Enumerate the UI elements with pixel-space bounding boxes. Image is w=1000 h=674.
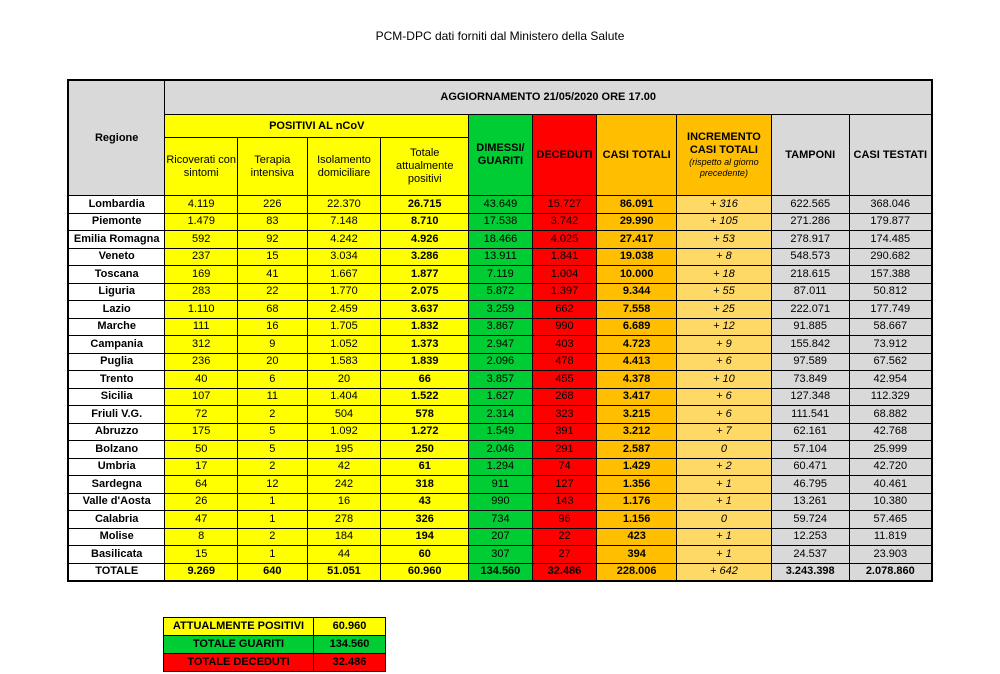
cell-terapia: 92	[238, 231, 308, 249]
cell-region: Piemonte	[68, 213, 165, 231]
cell-tamponi: 91.885	[771, 318, 849, 336]
cell-terapia: 22	[238, 283, 308, 301]
cell-terapia: 2	[238, 458, 308, 476]
summary-label: TOTALE GUARITI	[164, 636, 314, 654]
cell-guariti: 2.096	[469, 353, 533, 371]
table-row	[68, 283, 932, 301]
cell-positivi: 1.839	[381, 353, 469, 371]
cell-casi: 10.000	[597, 266, 677, 284]
cell-region: Calabria	[68, 511, 165, 529]
cell-casi: 19.038	[597, 248, 677, 266]
cell-region: Veneto	[68, 248, 165, 266]
cell-region: Puglia	[68, 353, 165, 371]
cell-incremento: + 9	[677, 336, 772, 354]
cell-guariti: 990	[469, 493, 533, 511]
cell-testati: 179.877	[849, 213, 932, 231]
cell-positivi: 26.715	[381, 196, 469, 214]
cell-ricoverati: 26	[165, 493, 238, 511]
header-ricoverati: Ricoverati con sintomi	[165, 138, 238, 196]
cell-deceduti: 1.397	[532, 283, 597, 301]
cell-tamponi: 155.842	[771, 336, 849, 354]
cell-guariti: 2.046	[469, 441, 533, 459]
cell-region: Trento	[68, 371, 165, 389]
cell-incremento: 0	[677, 441, 772, 459]
table-row	[68, 196, 932, 214]
table-row	[68, 213, 932, 231]
cell-testati: 23.903	[849, 546, 932, 564]
cell-casi: 1.429	[597, 458, 677, 476]
cell-guariti: 43.649	[469, 196, 533, 214]
summary-value: 134.560	[314, 636, 386, 654]
cell-positivi: 578	[381, 406, 469, 424]
cell-positivi: 1.877	[381, 266, 469, 284]
cell-region: Toscana	[68, 266, 165, 284]
header-dimessi: DIMESSI/ GUARITI	[469, 115, 533, 196]
cell-terapia: 2	[238, 406, 308, 424]
header-totale-positivi: Totale attualmente positivi	[381, 138, 469, 196]
cell-positivi: 3.637	[381, 301, 469, 319]
cell-guariti: 1.627	[469, 388, 533, 406]
summary-row	[164, 654, 386, 672]
cell-incremento: + 8	[677, 248, 772, 266]
cell-casi: 3.417	[597, 388, 677, 406]
cell-deceduti: 391	[532, 423, 597, 441]
cell-region: Campania	[68, 336, 165, 354]
table-body	[68, 196, 932, 564]
cell-guariti: 911	[469, 476, 533, 494]
cell-region: Friuli V.G.	[68, 406, 165, 424]
cell-isolamento: 1.404	[307, 388, 381, 406]
cell-terapia: 16	[238, 318, 308, 336]
cell-ricoverati: 4.119	[165, 196, 238, 214]
cell-casi: 423	[597, 528, 677, 546]
header-casi-testati: CASI TESTATI	[849, 115, 932, 196]
header-tamponi: TAMPONI	[771, 115, 849, 196]
cell-deceduti: 3.742	[532, 213, 597, 231]
cell-casi: 9.344	[597, 283, 677, 301]
cell-positivi: 66	[381, 371, 469, 389]
cell-ricoverati: 169	[165, 266, 238, 284]
cell-positivi: 1.522	[381, 388, 469, 406]
cell-incremento: + 55	[677, 283, 772, 301]
cell-region: Bolzano	[68, 441, 165, 459]
summary-row	[164, 618, 386, 636]
cell-testati: 42.954	[849, 371, 932, 389]
cell-incremento: + 2	[677, 458, 772, 476]
cell-positivi: 3.286	[381, 248, 469, 266]
source-title: PCM-DPC dati forniti dal Ministero della Salute	[375, 29, 625, 43]
cell-testati: 157.388	[849, 266, 932, 284]
header-deceduti: DECEDUTI	[532, 115, 597, 196]
cell-guariti: 2.314	[469, 406, 533, 424]
cell-ricoverati: 72	[165, 406, 238, 424]
cell-deceduti: 291	[532, 441, 597, 459]
total-incremento: + 642	[677, 563, 772, 581]
cell-testati: 290.682	[849, 248, 932, 266]
total-tamponi: 3.243.398	[771, 563, 849, 581]
table-row	[68, 423, 932, 441]
cell-positivi: 318	[381, 476, 469, 494]
cell-terapia: 2	[238, 528, 308, 546]
summary-label: ATTUALMENTE POSITIVI	[164, 618, 314, 636]
cell-tamponi: 622.565	[771, 196, 849, 214]
cell-guariti: 5.872	[469, 283, 533, 301]
cell-testati: 112.329	[849, 388, 932, 406]
cell-incremento: + 1	[677, 546, 772, 564]
cell-incremento: + 7	[677, 423, 772, 441]
cell-deceduti: 268	[532, 388, 597, 406]
header-incremento-label: INCREMENTO CASI TOTALI	[687, 131, 761, 156]
cell-region: Umbria	[68, 458, 165, 476]
header-isolamento: Isolamento domiciliare	[307, 138, 381, 196]
cell-positivi: 250	[381, 441, 469, 459]
summary-label: TOTALE DECEDUTI	[164, 654, 314, 672]
cell-testati: 177.749	[849, 301, 932, 319]
cell-guariti: 3.259	[469, 301, 533, 319]
cell-testati: 68.882	[849, 406, 932, 424]
cell-testati: 25.999	[849, 441, 932, 459]
cell-casi: 7.558	[597, 301, 677, 319]
total-guariti: 134.560	[469, 563, 533, 581]
cell-positivi: 1.373	[381, 336, 469, 354]
cell-isolamento: 20	[307, 371, 381, 389]
cell-ricoverati: 312	[165, 336, 238, 354]
summary-value: 32.486	[314, 654, 386, 672]
cell-incremento: + 1	[677, 528, 772, 546]
cell-testati: 42.720	[849, 458, 932, 476]
cell-tamponi: 127.348	[771, 388, 849, 406]
table-row	[68, 458, 932, 476]
cell-region: Liguria	[68, 283, 165, 301]
cell-deceduti: 662	[532, 301, 597, 319]
cell-isolamento: 22.370	[307, 196, 381, 214]
cell-ricoverati: 1.110	[165, 301, 238, 319]
cell-casi: 29.990	[597, 213, 677, 231]
cell-testati: 58.667	[849, 318, 932, 336]
header-regione: Regione	[68, 80, 165, 196]
cell-tamponi: 218.615	[771, 266, 849, 284]
cell-guariti: 207	[469, 528, 533, 546]
cell-isolamento: 242	[307, 476, 381, 494]
summary-table	[163, 617, 386, 672]
cell-casi: 6.689	[597, 318, 677, 336]
cell-positivi: 8.710	[381, 213, 469, 231]
cell-incremento: + 6	[677, 406, 772, 424]
cell-guariti: 2.947	[469, 336, 533, 354]
cell-region: Sicilia	[68, 388, 165, 406]
cell-incremento: + 105	[677, 213, 772, 231]
cell-ricoverati: 236	[165, 353, 238, 371]
cell-casi: 4.723	[597, 336, 677, 354]
cell-isolamento: 278	[307, 511, 381, 529]
cell-deceduti: 143	[532, 493, 597, 511]
cell-isolamento: 44	[307, 546, 381, 564]
cell-guariti: 1.294	[469, 458, 533, 476]
cell-positivi: 61	[381, 458, 469, 476]
cell-tamponi: 222.071	[771, 301, 849, 319]
cell-terapia: 68	[238, 301, 308, 319]
cell-tamponi: 111.541	[771, 406, 849, 424]
cell-isolamento: 1.092	[307, 423, 381, 441]
header-terapia: Terapia intensiva	[238, 138, 308, 196]
total-testati: 2.078.860	[849, 563, 932, 581]
cell-isolamento: 4.242	[307, 231, 381, 249]
header-positivi-group: POSITIVI AL nCoV	[165, 115, 469, 138]
cell-incremento: + 53	[677, 231, 772, 249]
cell-testati: 174.485	[849, 231, 932, 249]
cell-incremento: + 25	[677, 301, 772, 319]
cell-tamponi: 46.795	[771, 476, 849, 494]
cell-positivi: 4.926	[381, 231, 469, 249]
cell-isolamento: 1.583	[307, 353, 381, 371]
table-row	[68, 406, 932, 424]
cell-isolamento: 1.667	[307, 266, 381, 284]
cell-positivi: 2.075	[381, 283, 469, 301]
cell-testati: 40.461	[849, 476, 932, 494]
cell-casi: 4.378	[597, 371, 677, 389]
cell-casi: 86.091	[597, 196, 677, 214]
cell-incremento: + 6	[677, 388, 772, 406]
cell-incremento: 0	[677, 511, 772, 529]
cell-deceduti: 74	[532, 458, 597, 476]
table-row	[68, 528, 932, 546]
cell-isolamento: 7.148	[307, 213, 381, 231]
cell-ricoverati: 237	[165, 248, 238, 266]
table-row	[68, 441, 932, 459]
cell-region: Emilia Romagna	[68, 231, 165, 249]
total-terapia: 640	[238, 563, 308, 581]
cell-guariti: 18.466	[469, 231, 533, 249]
total-deceduti: 32.486	[532, 563, 597, 581]
cell-guariti: 7.119	[469, 266, 533, 284]
total-label: TOTALE	[68, 563, 165, 581]
cell-isolamento: 1.770	[307, 283, 381, 301]
cell-terapia: 41	[238, 266, 308, 284]
cell-region: Basilicata	[68, 546, 165, 564]
cell-region: Marche	[68, 318, 165, 336]
cell-deceduti: 990	[532, 318, 597, 336]
cell-tamponi: 73.849	[771, 371, 849, 389]
table-row	[68, 231, 932, 249]
cell-terapia: 6	[238, 371, 308, 389]
cell-tamponi: 13.261	[771, 493, 849, 511]
cell-ricoverati: 15	[165, 546, 238, 564]
cell-deceduti: 96	[532, 511, 597, 529]
cell-casi: 1.176	[597, 493, 677, 511]
cell-tamponi: 12.253	[771, 528, 849, 546]
cell-terapia: 1	[238, 546, 308, 564]
cell-isolamento: 3.034	[307, 248, 381, 266]
cell-casi: 2.587	[597, 441, 677, 459]
table-row	[68, 493, 932, 511]
cell-testati: 50.812	[849, 283, 932, 301]
cell-testati: 368.046	[849, 196, 932, 214]
update-title: AGGIORNAMENTO 21/05/2020 ORE 17.00	[165, 80, 932, 115]
cell-deceduti: 478	[532, 353, 597, 371]
cell-terapia: 20	[238, 353, 308, 371]
table-row	[68, 511, 932, 529]
cell-testati: 57.465	[849, 511, 932, 529]
cell-terapia: 11	[238, 388, 308, 406]
total-positivi: 60.960	[381, 563, 469, 581]
cell-guariti: 17.538	[469, 213, 533, 231]
cell-terapia: 1	[238, 493, 308, 511]
cell-casi: 1.156	[597, 511, 677, 529]
cell-testati: 67.562	[849, 353, 932, 371]
table-row	[68, 318, 932, 336]
cell-terapia: 9	[238, 336, 308, 354]
cell-terapia: 226	[238, 196, 308, 214]
header-incremento-note: (rispetto al giorno precedente)	[689, 157, 759, 178]
cell-isolamento: 42	[307, 458, 381, 476]
cell-positivi: 1.272	[381, 423, 469, 441]
cell-testati: 42.768	[849, 423, 932, 441]
cell-incremento: + 12	[677, 318, 772, 336]
cell-tamponi: 87.011	[771, 283, 849, 301]
cell-ricoverati: 107	[165, 388, 238, 406]
cell-testati: 11.819	[849, 528, 932, 546]
cell-incremento: + 1	[677, 476, 772, 494]
cell-incremento: + 1	[677, 493, 772, 511]
cell-deceduti: 323	[532, 406, 597, 424]
cell-incremento: + 10	[677, 371, 772, 389]
cell-isolamento: 1.052	[307, 336, 381, 354]
cell-tamponi: 59.724	[771, 511, 849, 529]
cell-incremento: + 18	[677, 266, 772, 284]
cell-incremento: + 6	[677, 353, 772, 371]
cell-tamponi: 24.537	[771, 546, 849, 564]
cell-casi: 4.413	[597, 353, 677, 371]
cell-terapia: 83	[238, 213, 308, 231]
cell-deceduti: 1.004	[532, 266, 597, 284]
cell-positivi: 43	[381, 493, 469, 511]
cell-isolamento: 195	[307, 441, 381, 459]
cell-ricoverati: 592	[165, 231, 238, 249]
cell-ricoverati: 8	[165, 528, 238, 546]
cell-casi: 27.417	[597, 231, 677, 249]
cell-region: Molise	[68, 528, 165, 546]
cell-tamponi: 60.471	[771, 458, 849, 476]
cell-tamponi: 271.286	[771, 213, 849, 231]
header-incremento	[677, 115, 772, 196]
cell-isolamento: 504	[307, 406, 381, 424]
cell-casi: 1.356	[597, 476, 677, 494]
cell-guariti: 3.857	[469, 371, 533, 389]
cell-region: Abruzzo	[68, 423, 165, 441]
cell-isolamento: 1.705	[307, 318, 381, 336]
cell-guariti: 307	[469, 546, 533, 564]
cell-tamponi: 548.573	[771, 248, 849, 266]
header-casi-totali: CASI TOTALI	[597, 115, 677, 196]
cell-deceduti: 15.727	[532, 196, 597, 214]
cell-positivi: 60	[381, 546, 469, 564]
cell-ricoverati: 175	[165, 423, 238, 441]
cell-incremento: + 316	[677, 196, 772, 214]
cell-ricoverati: 50	[165, 441, 238, 459]
cell-isolamento: 2.459	[307, 301, 381, 319]
table-row	[68, 336, 932, 354]
cell-deceduti: 127	[532, 476, 597, 494]
cell-terapia: 5	[238, 441, 308, 459]
cell-guariti: 734	[469, 511, 533, 529]
cell-casi: 3.215	[597, 406, 677, 424]
total-ricoverati: 9.269	[165, 563, 238, 581]
cell-terapia: 15	[238, 248, 308, 266]
total-isolamento: 51.051	[307, 563, 381, 581]
total-casi: 228.006	[597, 563, 677, 581]
cell-deceduti: 4.025	[532, 231, 597, 249]
cell-casi: 394	[597, 546, 677, 564]
cell-ricoverati: 283	[165, 283, 238, 301]
cell-ricoverati: 17	[165, 458, 238, 476]
table-row	[68, 546, 932, 564]
cell-casi: 3.212	[597, 423, 677, 441]
table-row	[68, 388, 932, 406]
cell-guariti: 3.867	[469, 318, 533, 336]
cell-ricoverati: 47	[165, 511, 238, 529]
summary-value: 60.960	[314, 618, 386, 636]
cell-deceduti: 1.841	[532, 248, 597, 266]
cell-ricoverati: 1.479	[165, 213, 238, 231]
table-row	[68, 476, 932, 494]
cell-positivi: 194	[381, 528, 469, 546]
cell-tamponi: 57.104	[771, 441, 849, 459]
table-row	[68, 248, 932, 266]
total-row	[68, 563, 932, 581]
cell-region: Sardegna	[68, 476, 165, 494]
cell-region: Lazio	[68, 301, 165, 319]
cell-guariti: 1.549	[469, 423, 533, 441]
table-row	[68, 353, 932, 371]
cell-testati: 10.380	[849, 493, 932, 511]
cell-positivi: 326	[381, 511, 469, 529]
cell-terapia: 12	[238, 476, 308, 494]
cell-deceduti: 455	[532, 371, 597, 389]
cell-tamponi: 62.161	[771, 423, 849, 441]
cell-deceduti: 403	[532, 336, 597, 354]
cell-region: Lombardia	[68, 196, 165, 214]
cell-guariti: 13.911	[469, 248, 533, 266]
cell-tamponi: 97.589	[771, 353, 849, 371]
cell-deceduti: 22	[532, 528, 597, 546]
cell-deceduti: 27	[532, 546, 597, 564]
cell-region: Valle d'Aosta	[68, 493, 165, 511]
table-row	[68, 266, 932, 284]
covid-data-table	[67, 79, 933, 582]
cell-terapia: 5	[238, 423, 308, 441]
cell-ricoverati: 64	[165, 476, 238, 494]
table-row	[68, 301, 932, 319]
cell-positivi: 1.832	[381, 318, 469, 336]
cell-ricoverati: 40	[165, 371, 238, 389]
cell-ricoverati: 111	[165, 318, 238, 336]
cell-isolamento: 16	[307, 493, 381, 511]
cell-isolamento: 184	[307, 528, 381, 546]
cell-terapia: 1	[238, 511, 308, 529]
summary-row	[164, 636, 386, 654]
cell-tamponi: 278.917	[771, 231, 849, 249]
cell-testati: 73.912	[849, 336, 932, 354]
table-row	[68, 371, 932, 389]
